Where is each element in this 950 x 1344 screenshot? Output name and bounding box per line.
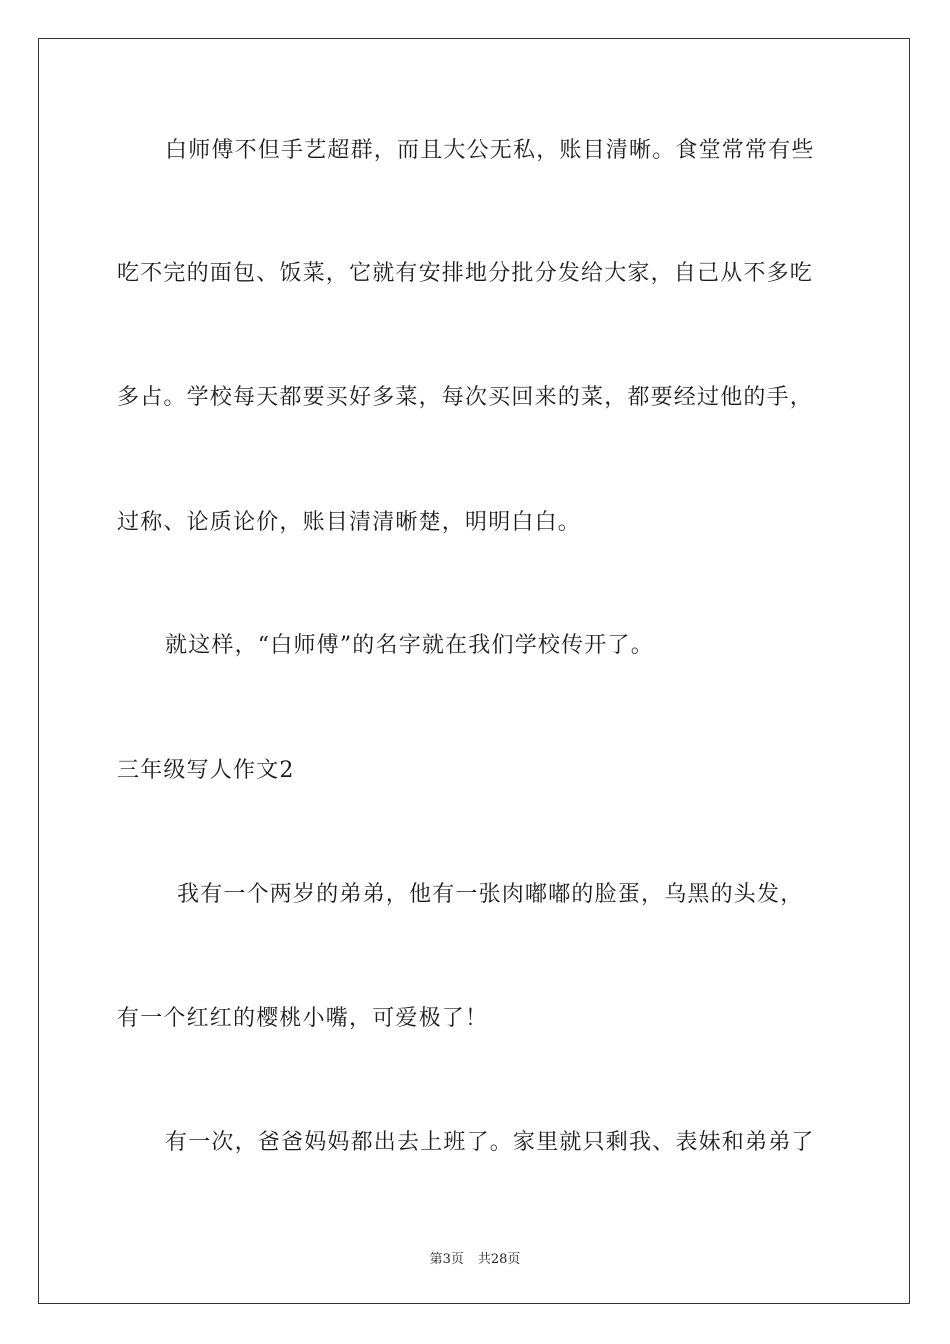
page-border <box>38 38 910 1304</box>
paragraph-line-5: 就这样，“白师傅”的名字就在我们学校传开了。 <box>165 633 654 658</box>
paragraph-line-4: 过称、论质论价，账目清清晰楚，明明白白。 <box>117 510 582 535</box>
paragraph-line-3: 多占。学校每天都要买好多菜，每次买回来的菜，都要经过他的手， <box>117 385 814 410</box>
paragraph-line-2: 吃不完的面包、饭菜，它就有安排地分批分发给大家，自己从不多吃 <box>117 261 814 286</box>
page-number: 第3页 <box>429 1252 464 1267</box>
paragraph-line-9: 有一次，爸爸妈妈都出去上班了。家里就只剩我、表妹和弟弟了 <box>165 1130 815 1155</box>
paragraph-line-1: 白师傅不但手艺超群，而且大公无私，账目清晰。食堂常常有些 <box>165 138 815 163</box>
section-heading: 三年级写人作文2 <box>117 758 295 783</box>
page-footer <box>0 1248 950 1267</box>
paragraph-line-8: 有一个红红的樱桃小嘴，可爱极了！ <box>117 1006 489 1031</box>
paragraph-line-7: 我有一个两岁的弟弟，他有一张肉嘟嘟的脸蛋，乌黑的头发， <box>177 882 804 907</box>
page-total: 共28页 <box>477 1252 521 1267</box>
